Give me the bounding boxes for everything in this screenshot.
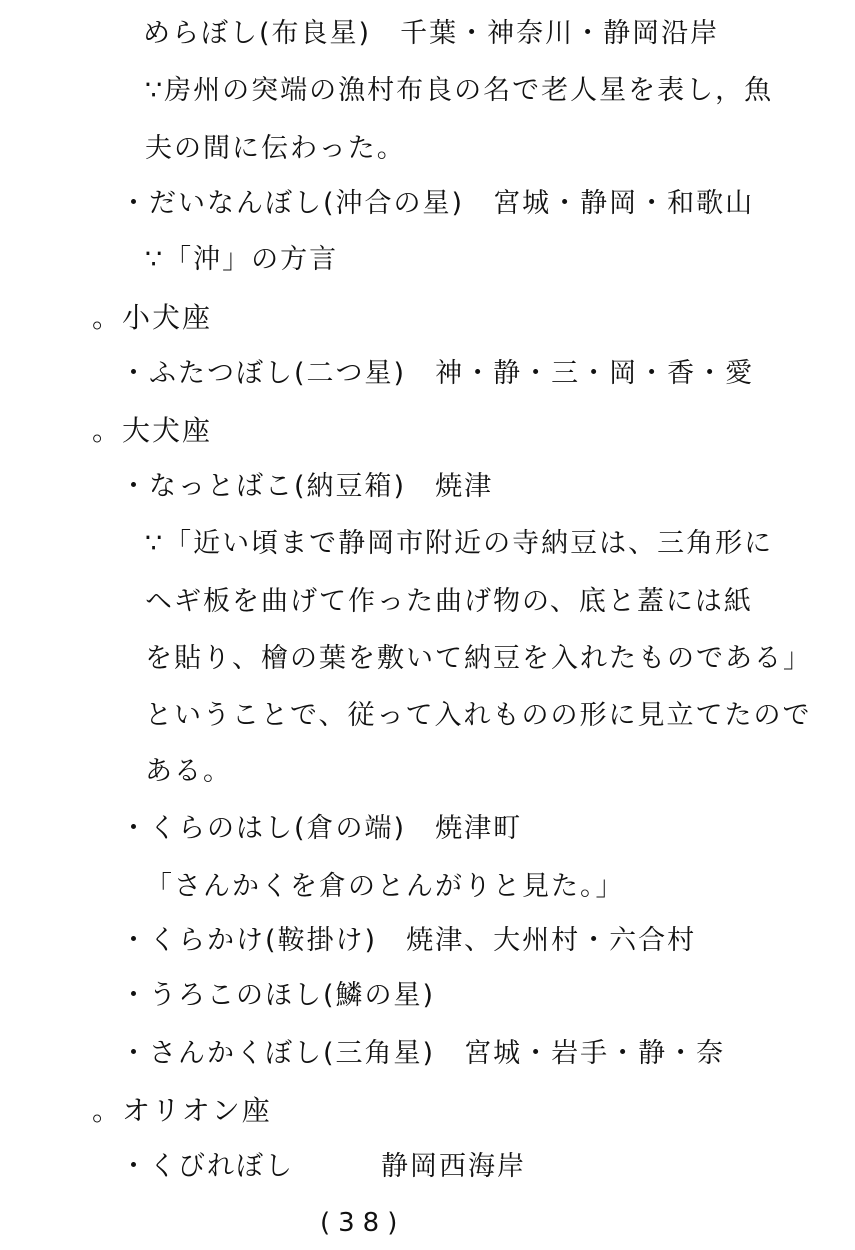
text-line-kurakake: ・くらかけ(鞍掛け) 焼津、大州村・六合村 [120, 925, 697, 956]
text-line-futatsu-boshi: ・ふたつぼし(二つ星) 神・静・三・岡・香・愛 [120, 358, 755, 389]
page-number: (38) [320, 1208, 406, 1238]
text-line-nattobako-note-3: を貼り、檜の葉を敷いて納豆を入れたものである」 [145, 643, 812, 674]
text-line-dainan-boshi-note: ∵「沖」の方言 [145, 244, 339, 275]
text-line-mera-boshi: めらぼし(布良星) 千葉・神奈川・静岡沿岸 [143, 18, 720, 49]
text-line-nattobako: ・なっとばこ(納豆箱) 焼津 [120, 471, 494, 502]
text-line-dainan-boshi: ・だいなんぼし(沖合の星) 宮城・静岡・和歌山 [120, 188, 755, 219]
text-line-nattobako-note-4: ということで、従って入れものの形に見立てたので [145, 700, 812, 731]
section-heading-canis-minor: 。小犬座 [92, 301, 213, 334]
text-line-mera-boshi-note-1: ∵房州の突端の漁村布良の名で老人星を表し，魚 [145, 75, 774, 106]
text-line-mera-boshi-note-2: 夫の間に伝わった。 [145, 133, 406, 164]
text-line-nattobako-note-5: ある。 [145, 756, 232, 787]
text-line-kubire-boshi: ・くびれぼし 静岡西海岸 [120, 1151, 526, 1182]
section-heading-canis-major: 。大犬座 [92, 414, 213, 447]
text-line-uroko-no-hoshi: ・うろこのほし(鱗の星) [120, 980, 436, 1011]
section-heading-orion: 。オリオン座 [92, 1094, 272, 1127]
text-line-kura-no-hashi: ・くらのはし(倉の端) 焼津町 [120, 813, 523, 844]
text-line-kura-no-hashi-note: 「さんかくを倉のとんがりと見た。」 [145, 871, 625, 902]
text-line-nattobako-note-1: ∵「近い頃まで静岡市附近の寺納豆は、三角形に [145, 528, 774, 559]
text-line-sankaku-boshi: ・さんかくぼし(三角星) 宮城・岩手・静・奈 [120, 1038, 726, 1069]
text-line-nattobako-note-2: ヘギ板を曲げて作った曲げ物の、底と蓋には紙 [145, 586, 753, 617]
